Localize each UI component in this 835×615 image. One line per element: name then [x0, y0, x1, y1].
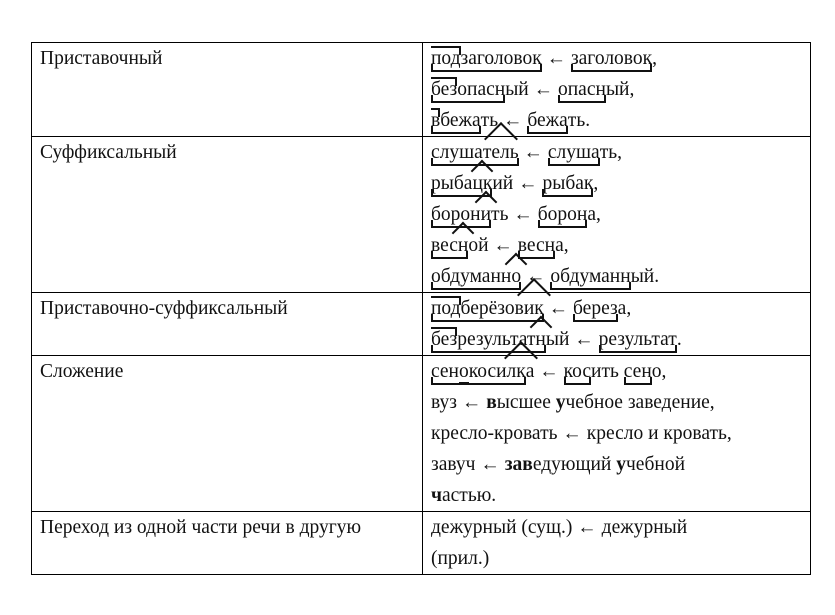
- example-line: безопасный ← опасный,: [431, 74, 802, 105]
- example-line: вбежать ← бежать.: [431, 105, 802, 136]
- table-row: [32, 512, 811, 575]
- example-line: подзаголовок ← заголовок,: [431, 43, 802, 74]
- method-cell: Сложение: [32, 356, 423, 512]
- table-row: [32, 293, 811, 356]
- examples-cell: [423, 137, 811, 293]
- example-line: частью.: [431, 485, 497, 506]
- table-row: [32, 356, 811, 512]
- example-line: весной ← весна,: [431, 230, 802, 261]
- table-row: [32, 137, 811, 293]
- example-line: кресло-кровать ← кресло и кровать,: [431, 423, 732, 444]
- example-line: подберёзовик ← береза,: [431, 293, 802, 324]
- example-line: вуз ← высшее учебное заведение,: [431, 392, 715, 413]
- example-line: слушатель ← слушать,: [431, 137, 802, 168]
- example-line: сенокосилка ← косить сено,: [431, 356, 802, 387]
- examples-cell: [423, 293, 811, 356]
- word-formation-table: [31, 42, 811, 575]
- example-line: завуч ← заведующий учебной: [431, 454, 686, 475]
- example-line: дежурный (сущ.) ← дежурный: [431, 517, 688, 538]
- examples-cell: [423, 512, 811, 575]
- example-line: рыбацкий ← рыбак,: [431, 168, 802, 199]
- examples-cell: [423, 356, 811, 512]
- table-row: [32, 43, 811, 137]
- method-cell: Суффиксальный: [32, 137, 423, 293]
- example-line: обдуманно ← обдуманный.: [431, 261, 802, 292]
- example-line: (прил.): [431, 548, 490, 569]
- method-cell: Приставочный: [32, 43, 423, 137]
- method-cell: Приставочно-суффиксальный: [32, 293, 423, 356]
- examples-cell: [423, 43, 811, 137]
- example-line: безрезультатный ← результат.: [431, 324, 802, 355]
- example-line: боронить ← борона,: [431, 199, 802, 230]
- method-cell: Переход из одной части речи в другую: [32, 512, 423, 575]
